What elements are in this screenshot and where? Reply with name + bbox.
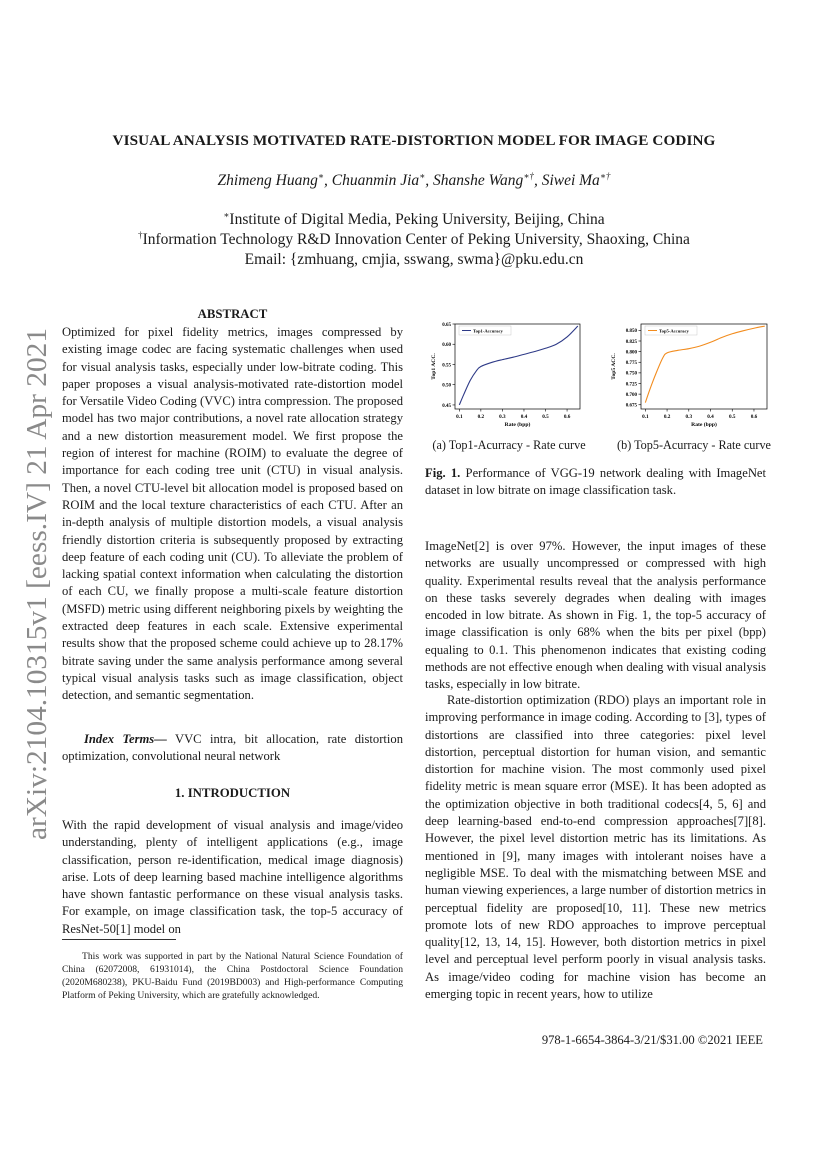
right-paragraph-2: Rate-distortion optimization (RDO) plays an important role in improving performance in image coding. According to [3], types of distortions are classified into three categories: pixel level distortion, perceptual distortion for human vision, and semantic distortion for machine vision. The most commonly used pixel fidelity metric is mean square error (MSE). It has been adopted as the optimization objective in both traditional codecs[4, 5, 6] and deep learning-based end-to-end compression approaches[7][8]. However, the pixel level distortion metric has its limitations. As mentioned in [9], many images with intolerant noises have a negligible MSE. To deal with the mismatching between MSE and human viewing experiences, a large number of distortion metrics in perceptual fidelity are proposed[10, 11]. These new metrics promote lots of new RDO approaches to improve perceptual quality[12, 13, 14, 15]. However, both distortion metrics in pixel level and perceptual level perform poorly in visual analysis tasks. As image/video coding for machine vision has become an emerging topic in recent years, how to utilize xyxy=(425,693,766,1002)
y-tick-label: 0.675 xyxy=(625,403,637,409)
y-tick-label: 0.60 xyxy=(442,343,451,349)
x-tick-label: 0.4 xyxy=(520,414,528,420)
author-name: Zhimeng Huang xyxy=(217,172,318,189)
x-tick-label: 0.5 xyxy=(728,414,736,420)
abstract-text: Optimized for pixel fidelity metrics, images compressed by existing image codec are facing systematic challenges when used for visual analysis tasks, especially under low-bitrate coding. This paper proposes a visual analysis-motivated rate-distortion model for Versatile Video Coding (VVC) intra compression. The proposed model has two major contributions, a novel rate allocation strategy and a new distortion measurement model. We first propose the region of interest for machine (ROIM) to evaluate the degree of importance for each coding tree unit (CTU) in visual analysis. Then, a novel CTU-level bit allocation model is proposed based on ROIM and the local texture characteristics of each CTU. After an in-depth analysis of multiple distortion models, a visual analysis friendly distortion criteria is subsequently proposed by extracting deep feature of each coding unit (CU). To alleviate the problem of lacking spatial context information when calculating the distortion of each CU, we finally propose a multi-scale feature distortion (MSFD) metric using different neighboring pixels by weighting the extracted deep features in each scale. Extensive experimental results show that the proposed scheme could achieve up to 28.17% bitrate saving under the same analysis performance among several typical visual analysis tasks such as image classification, object detection, and semantic segmentation. xyxy=(62,325,403,703)
author-name: Shanshe Wang xyxy=(433,172,524,189)
series-line xyxy=(459,326,578,405)
paper-title: VISUAL ANALYSIS MOTIVATED RATE-DISTORTION MODEL FOR IMAGE CODING xyxy=(112,132,716,149)
y-tick-label: 0.700 xyxy=(625,392,637,398)
x-tick-label: 0.4 xyxy=(707,414,714,420)
right-paragraph-1: ImageNet[2] is over 97%. However, the input images of these networks are usually uncompressed or compressed with high quality. Experimental results reveal that the analysis performance on these tasks severely degrades when dealing with images encoded in low bitrate. As shown in Fig. 1, the top-5 accuracy of image classification is only 68% when the bits per pixel (bpp) equaling to 0.1. This phenomenon indicates that existing coding methods are not effective enough when dealing with visual analysis tasks, especially in low bitrate. xyxy=(425,539,766,692)
aff-mark: ∗ xyxy=(223,209,230,220)
x-tick-label: 0.6 xyxy=(563,414,571,420)
y-tick-label: 0.55 xyxy=(442,363,451,369)
author-name: Siwei Ma xyxy=(541,172,600,189)
plot-frame xyxy=(455,324,580,409)
x-tick-label: 0.3 xyxy=(685,414,693,420)
ieee-copyright: 978-1-6654-3864-3/21/$31.00 ©2021 IEEE xyxy=(541,1033,763,1047)
y-tick-label: 0.775 xyxy=(625,361,637,367)
arxiv-stamp xyxy=(16,320,56,840)
x-tick-label: 0.5 xyxy=(542,414,549,420)
x-tick-label: 0.1 xyxy=(642,414,649,420)
figure-caption xyxy=(425,465,766,499)
y-axis-label: Top1 ACC. xyxy=(431,353,437,380)
plot-frame xyxy=(641,324,767,409)
figure-caption-label: Fig. 1. xyxy=(425,466,461,480)
legend-label: Top1-Accuracy xyxy=(473,328,503,334)
x-tick-label: 0.2 xyxy=(663,414,671,420)
aff-text: Institute of Digital Media, Peking University, Beijing, China xyxy=(229,211,605,228)
author-mark: ∗† xyxy=(523,170,534,181)
y-tick-label: 0.825 xyxy=(625,339,637,345)
footnote: This work was supported in part by the National Natural Science Foundation of China (62072008, 61931014), the China Postdoctoral Science Foundation (2020M680238), PKU-Baidu Fund (2019BD003) and High-performance Computing Platform of Peking University, which are gratefully acknowledged. xyxy=(62,950,403,1002)
x-tick-label: 0.2 xyxy=(477,414,485,420)
chart-top5-accuracy xyxy=(605,316,775,436)
x-tick-label: 0.1 xyxy=(456,414,463,420)
section-heading-introduction: 1. INTRODUCTION xyxy=(174,786,291,800)
y-tick-label: 0.725 xyxy=(625,382,637,388)
index-terms-label: Index Terms— xyxy=(84,732,167,746)
affiliation-1 xyxy=(0,211,828,229)
y-tick-label: 0.850 xyxy=(625,329,637,335)
figure-caption-text: Performance of VGG-19 network dealing with ImageNet dataset in low bitrate on image classification task. xyxy=(425,466,766,497)
aff-text: Information Technology R&D Innovation Center of Peking University, Shaoxing, China xyxy=(142,231,690,248)
abstract-heading: ABSTRACT xyxy=(197,307,268,321)
intro-paragraph: With the rapid development of visual analysis and image/video understanding, plenty of intelligent applications (e.g., image classification, person re-identification, medical image diagnosis) arise. Lots of deep learning based machine intelligence algorithms have shown fantastic performance on these visual analysis tasks. For example, on image classification task, the top-5 accuracy of ResNet-50[1] model on xyxy=(62,818,403,936)
author-mark: ∗† xyxy=(599,170,611,181)
y-tick-label: 0.750 xyxy=(625,371,637,377)
footnote-rule xyxy=(62,939,176,940)
series-line xyxy=(645,326,764,403)
subcaption-a: (a) Top1-Acurracy - Rate curve xyxy=(432,438,586,452)
x-tick-label: 0.3 xyxy=(499,414,506,420)
x-axis-label: Rate (bpp) xyxy=(691,422,717,428)
y-tick-label: 0.45 xyxy=(442,403,451,409)
y-tick-label: 0.800 xyxy=(625,350,637,356)
figure-1 xyxy=(425,316,770,436)
y-tick-label: 0.65 xyxy=(442,322,451,328)
y-tick-label: 0.50 xyxy=(442,383,451,389)
author-mark: ∗ xyxy=(317,170,324,181)
author-name: Chuanmin Jia xyxy=(331,172,420,189)
x-tick-label: 0.6 xyxy=(750,414,758,420)
affiliation-2 xyxy=(0,231,828,249)
author-mark: ∗ xyxy=(419,170,426,181)
index-terms xyxy=(62,731,403,766)
arxiv-stamp-text: arXiv:2104.10315v1 [eess.IV] 21 Apr 2021 xyxy=(22,351,53,840)
y-axis-label: Top5 ACC. xyxy=(611,353,617,380)
index-terms-text: VVC intra, bit allocation, rate distortion optimization, convolutional neural network xyxy=(62,732,404,764)
email-line: Email: {zmhuang, cmjia, sswang, swma}@pku.edu.cn xyxy=(244,251,584,268)
legend-label: Top5-Accuracy xyxy=(659,328,689,334)
chart-top1-accuracy xyxy=(425,316,590,436)
author-list: Zhimeng Huang∗, Chuanmin Jia∗, Shanshe Wang∗†, Siwei Ma∗† xyxy=(217,170,611,189)
subcaption-b: (b) Top5-Acurracy - Rate curve xyxy=(617,438,771,452)
x-axis-label: Rate (bpp) xyxy=(504,422,531,428)
aff-mark: † xyxy=(138,229,143,240)
